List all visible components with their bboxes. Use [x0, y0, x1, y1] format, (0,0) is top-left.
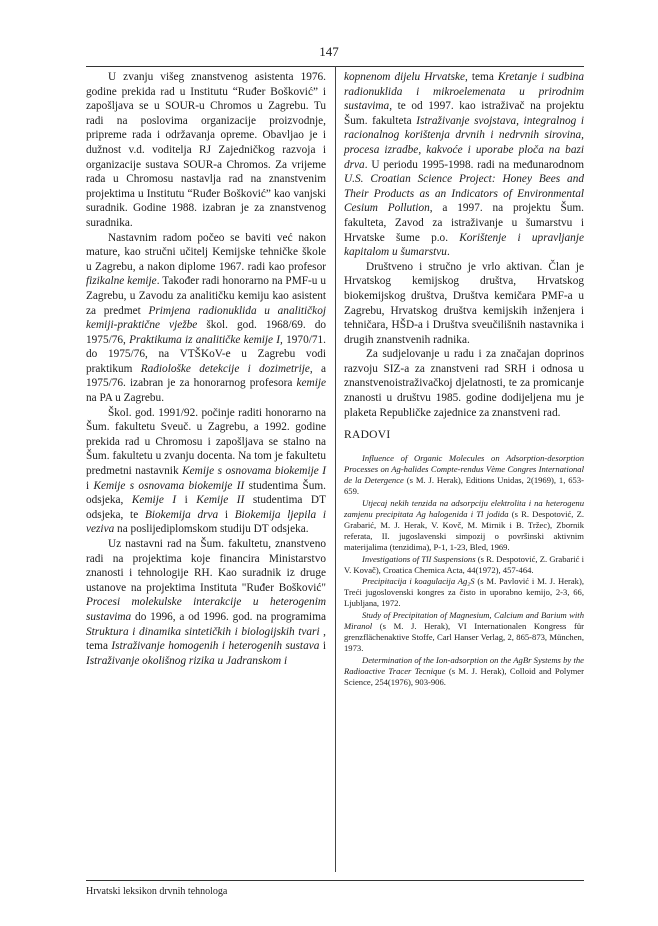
paragraph: kopnenom dijelu Hrvatske, tema Kretanje i sudbina radionuklida i mikroelemenata u prirodnim sustavima, te od 1997. kao istraživač na projektu Šum. fakulteta Istraživanje svojstava, integralnog i racionalnog korištenja drvnih i nedrvnih sirovina, procesa izradbe, kakvoće i uporabe ploča na bazi drva. U periodu 1995-1998. radi na međunarodnom U.S. Croatian Science Project: Honey Bees and Their Products as an Indicators of Environmental Cesium Pollution, a 1997. na projektu Šum. fakulteta, Zavod za istraživanje u šumarstvu i Hrvatske šume p.o. Korištenje i upravljanje kapitalom u šumarstvu.: [344, 71, 584, 259]
paragraph: U zvanju višeg znanstvenog asistenta 1976. godine prekida rad u Institutu “Ruđer Bošković” i zapošljava se u SOUR-u Chromos u Zagrebu. Tu radi na poslovima organizacije proizvodnje, pripreme rada i održavanja opreme. Obavljao je i dužnost v.d. voditelja RJ Zajedničkog razvoja i organizacije sustava SOUR-a Chromos. Za vrijeme rada u Chromosu nastavlja rad na znanstvenim projektima u Institutu “Ruđer Bošković” kao vanjski suradnik. Godine 1988. izabran je za znanstvenog suradnika.: [86, 71, 326, 229]
left-column: [86, 70, 326, 668]
section-heading: RADOVI: [344, 429, 391, 442]
reference-item: Study of Precipitation of Magnesium, Calcium and Barium with Miranol (s M. J. Herak), VI Internationalen Kongress für grenzflächenaktive Stoffe, Carl Hanser Verlag, 2, 865-873, München, 1973.: [344, 609, 584, 654]
footer-rule: [86, 880, 584, 881]
reference-item: Influence of Organic Molecules on Adsorption-desorption Processes on Ag-halides Compte-rendus Vème Congres International de la Detergence (s M. J. Herak), Editions Unidas, 2(1969), 1, 653-659.: [344, 452, 584, 497]
paragraph: Za sudjelovanje u radu i za značajan doprinos razvoju SIZ-a za znanstveni rad SRH i odnosa u znanstvenoistraživačkoj djelatnosti, te za promicanje znanosti u društvu 1985. godine dodijeljena mu je plaketa Republičke zajednice za znanstveni rad.: [344, 348, 584, 419]
reference-list: [344, 453, 584, 688]
reference-item: Determination of the Ion-adsorption on the AgBr Systems by the Radioactive Tracer Tecnique (s M. J. Herak), Colloid and Polymer Science, 254(1976), 903-906.: [344, 654, 584, 687]
reference-item: Investigations of TlI Suspensions (s R. Despotović, Z. Grabarić i V. Kovač), Croatica Chemica Acta, 44(1972), 457-464.: [344, 553, 584, 575]
paragraph: Uz nastavni rad na Šum. fakultetu, znanstveno radi na projektima koje financira Ministarstvo znanosti i tehnologije RH. Kao suradnik iz druge ustanove na projektima Instituta "Ruđer Bošković" Procesi molekulske interakcije u heterogenim sustavima do 1996, a od 1996. god. na programima Struktura i dinamika sintetičkih i biologijskih tvari , tema Istraživanje homogenih i heterogenih sustava i Istraživanje okolišnog rizika u Jadranskom i: [86, 538, 326, 667]
right-column: [344, 70, 584, 688]
footer-text: Hrvatski leksikon drvnih tehnologa: [86, 886, 228, 897]
reference-item: Precipitacija i koagulacija Ag₂S (s M. Pavlović i M. J. Herak), Treći jugoslovenski kongres za čisto in uporabno kemijo, 2-3, 66, Ljubljana, 1972.: [344, 576, 584, 609]
paragraph: Škol. god. 1991/92. počinje raditi honorarno na Šum. fakultetu Sveuč. u Zagrebu, a 1992. godine prekida rad u Chromosu i zapošljava se stalno na Šum. fakultetu u zvanju docenta. Na tom je fakultetu predmetni nastavnik Kemije s osnovama biokemije I i Kemije s osnovama biokemije II studentima Šum. odsjeka, Kemije I i Kemije II studentima DT odsjeka, te Biokemija drva i Biokemija ljepila i veziva na poslijediplomskom studiju DT odsjeka.: [86, 406, 326, 536]
page-number: 147: [319, 44, 339, 59]
paragraph: Nastavnim radom počeo se baviti već nakon mature, kao stručni učitelj Kemijske tehničke škole u Zagrebu, a nakon diplome 1967. radi kao profesor fizikalne kemije. Također radi honorarno na PMF-u u Zagrebu, u Zavodu za analitičku kemiju kao asistent za predmet Primjena radionuklida u analitičkoj kemiji-praktične vježbe škol. god. 1968/69. do 1975/76, Praktikuma iz analitičke kemije I, 1970/71. do 1975/76, na VTŠKoV-e u Zagrebu vodi praktikum Radiološke detekcije i dozimetrije, a 1975/76. izabran je za honorarnog profesora kemije na PA u Zagrebu.: [86, 231, 327, 405]
column-divider: [335, 66, 336, 872]
reference-item: Utjecaj nekih tenzida na adsorpciju elektrolita i na heterogenu zamjenu precipitata Ag halogenida i Tl jodida (s R. Despotović, Z. Grabarić, M. J. Herak, V. Kovč, M. Mirnik i B. Tržec), Zbornik referata, II. jugoslavenski simpozij o površinski aktivnim materijalima (tenzidima), P-1, 1-23, Bled, 1969.: [344, 497, 584, 553]
paragraph: Društveno i stručno je vrlo aktivan. Član je Hrvatskog kemijskog društva, Hrvatskog biokemijskog društva, Društva kemičara PMF-a u Zagrebu, Hrvatskog društva kemijskih inženjera i tehničara, HŠD-a i Društva sveučilišnih nastavnika i drugih znanstvenih radnika.: [344, 260, 584, 346]
